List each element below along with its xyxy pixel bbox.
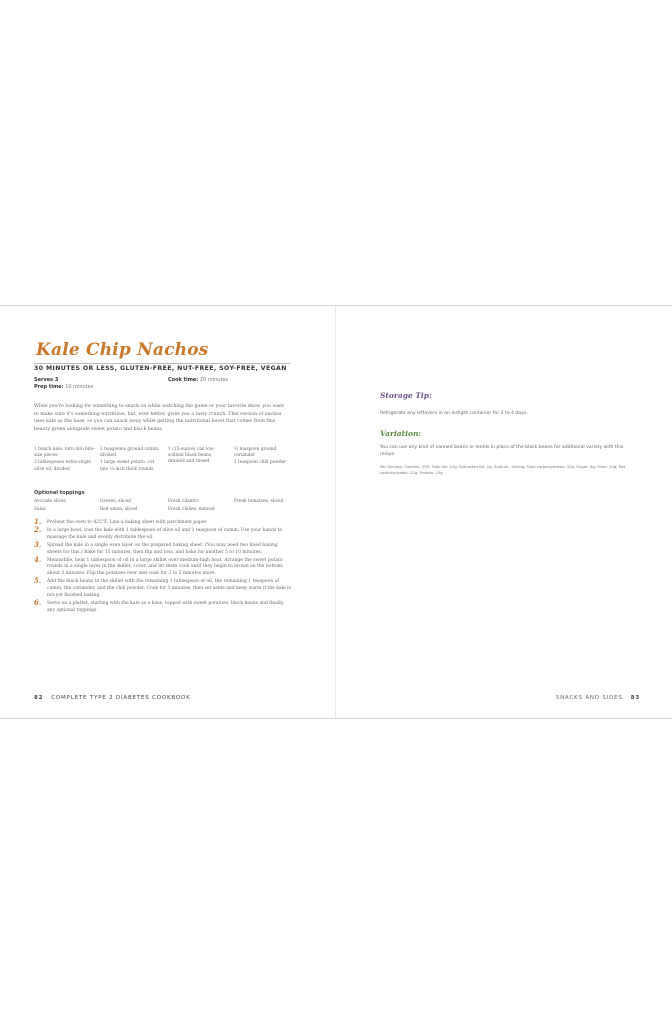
page-number: 83 [630, 695, 640, 701]
step-number: 3. [34, 539, 42, 549]
ingredient: ½ teaspoon ground coriander [234, 447, 277, 459]
prep-time: Prep time: 10 minutes [34, 384, 94, 390]
storage-tip-heading: Storage Tip: [380, 391, 432, 400]
storage-tip-text: Refrigerate any leftovers in an airtight container for 3 to 4 days. [380, 411, 528, 416]
ingredient: 1 large sweet potato, cut into ¼-inch thick rounds [100, 460, 155, 472]
serves-label: Serves 3 [34, 377, 59, 383]
step [34, 576, 292, 600]
topping: Fresh cilantro [168, 499, 199, 504]
book-spread [0, 305, 672, 719]
nutrition-info: Per Serving: Calories: 295; Total fat: 12g; Saturated fat: 2g; Sodium: 162mg; Total carbohydrates: 32g; Sugar: 6g; Fiber: 10g; Net carbohydrates: 22g; Protein: 10g [380, 464, 626, 475]
ingredient: 1 bunch kale, torn into bite-size pieces [34, 447, 95, 459]
ingredient: 1 (15-ounce) can low-sodium black beans, drained and rinsed [168, 447, 216, 465]
step-number: 1. [34, 517, 42, 526]
optional-column-3 [168, 498, 215, 514]
step [34, 517, 292, 527]
ingredient: 3 tablespoons extra-virgin olive oil, divided [34, 460, 92, 472]
optional-column-2 [100, 498, 137, 514]
step-number: 4. [34, 554, 42, 564]
ingredient-column-3 [168, 447, 230, 467]
variation-heading: Variation: [380, 429, 422, 438]
step-text: Add the black beans to the skillet with the remaining 1 tablespoon of oil, the remaining 1 teaspoon of cumin, the coriander, and the chili powder. Cook for 3 minutes, then set aside and keep warm if the kale is not yet finished baking. [47, 579, 291, 599]
topping: Red onion, sliced [100, 507, 138, 512]
optional-column-4 [234, 498, 283, 506]
recipe-intro: When you're looking for something to snack on while watching the game or your favorite show, you want to make sure it's something nutritious, but, ever better, gives you a tasty crunch. This version of nachos uses kale as the base, so you can snack away while getting the nutritional boost that comes from this beauty green alongside sweet potato and black beans. [34, 404, 285, 432]
title-rule [34, 363, 290, 364]
step-number: 2. [34, 524, 42, 534]
step [34, 524, 292, 542]
left-page [0, 306, 336, 718]
step [34, 539, 292, 557]
ingredient: 1 teaspoon chili powder [234, 460, 287, 466]
recipe-title: Kale Chip Nachos [36, 340, 209, 360]
book-title: COMPLETE TYPE 2 DIABETES COOKBOOK [51, 695, 191, 701]
optional-column-1 [34, 498, 66, 514]
step [34, 554, 292, 579]
step-text: Preheat the oven to 425°F. Line a baking sheet with parchment paper. [47, 520, 208, 525]
right-page-footer [556, 695, 640, 701]
step-number: 5. [34, 576, 42, 586]
page-number: 82 [34, 695, 44, 701]
topping: Fresh chilies, minced [168, 507, 215, 512]
topping: Fresh tomatoes, sliced [234, 499, 284, 504]
ingredient-column-1 [34, 447, 96, 474]
step-text: Meanwhile, heat 1 tablespoon of oil in a large skillet over medium-high heat. Arrange the sweet potato rounds in a single layer in the skillet, cover, and let them cook until they begin to brown on the bottom, about 3 minutes. Flip the potatoes over and cook for 3 to 5 minutes more. [47, 557, 284, 577]
topping: Avocado slices [34, 499, 66, 504]
optional-toppings-heading: Optional toppings [34, 490, 85, 496]
variation-text: You can use any kind of canned beans or lentils in place of the black beans for additional variety with this recipe. [380, 445, 624, 457]
section-title: SNACKS AND SIDES [555, 695, 623, 701]
right-page [336, 306, 672, 718]
ingredient: 2 teaspoons ground cumin, divided [100, 447, 160, 459]
topping: Salsa [34, 507, 46, 512]
step-text: In a large bowl, toss the kale with 1 tablespoon of olive oil and 1 teaspoon of cumin. Use your hands to massage the kale and evenly distribute the oil. [47, 527, 283, 540]
step [34, 597, 292, 615]
topping: Greens, sliced [100, 499, 131, 504]
recipe-tags: 30 MINUTES OR LESS, GLUTEN-FREE, NUT-FREE, SOY-FREE, VEGAN [34, 365, 287, 372]
ingredient-column-2 [100, 447, 162, 474]
step-text: Serve on a platter, starting with the kale as a base, topped with sweet potatoes, black beans and finally, any optional toppings. [47, 600, 285, 613]
step-number: 6. [34, 597, 42, 607]
cook-time: Cook time: 20 minutes [168, 377, 229, 383]
recipe-steps [34, 517, 292, 616]
left-page-footer [34, 695, 191, 701]
ingredient-column-4 [234, 447, 296, 468]
step-text: Spread the kale in a single even layer on the prepared baking sheet. (You may need two lined baking sheets for this.) Bake for 15 minutes, then flip and toss, and bake for another 5 to 10 minutes. [47, 542, 278, 555]
